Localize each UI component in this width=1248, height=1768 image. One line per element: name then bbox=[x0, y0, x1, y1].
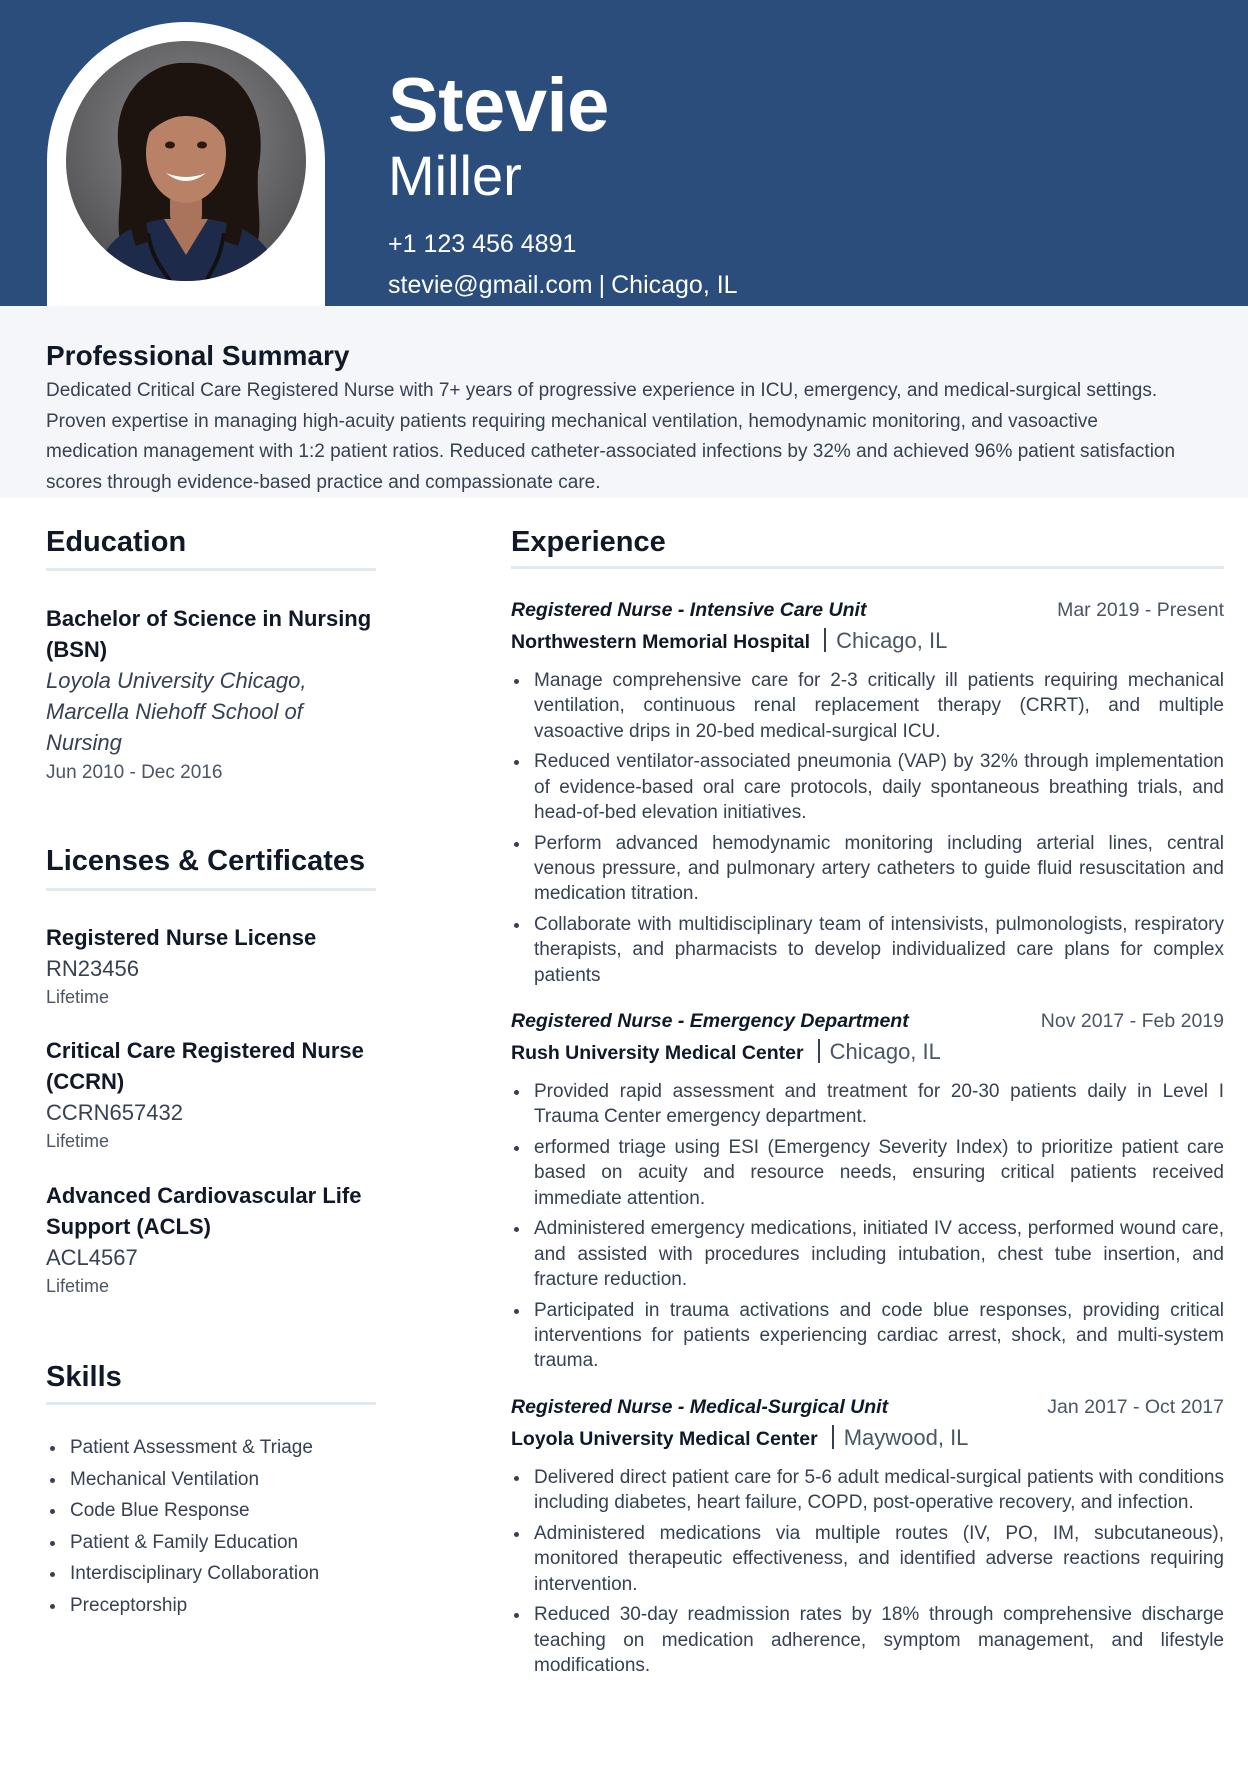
skill-item: Patient & Family Education bbox=[46, 1527, 319, 1559]
job-organization: Loyola University Medical Center bbox=[511, 1428, 818, 1450]
skill-item: Patient Assessment & Triage bbox=[46, 1432, 319, 1464]
job-entry bbox=[511, 599, 1224, 994]
skills-list bbox=[46, 1432, 319, 1622]
org-separator bbox=[818, 1039, 820, 1063]
education-title: Education bbox=[46, 526, 187, 558]
contact-line bbox=[388, 271, 738, 300]
phone-number: +1 123 456 4891 bbox=[388, 230, 577, 258]
job-dates: Jan 2017 - Oct 2017 bbox=[1047, 1396, 1224, 1418]
job-bullet: Administered emergency medications, initiated IV access, performed wound care, and assisted with procedures including intubation, chest tube insertion, and fracture reduction. bbox=[511, 1216, 1224, 1292]
license-name: Advanced Cardiovascular Life Support (ACLS) bbox=[46, 1183, 362, 1239]
portrait-illustration bbox=[66, 41, 306, 281]
job-location: Chicago, IL bbox=[836, 628, 948, 653]
summary-title: Professional Summary bbox=[46, 340, 350, 371]
licenses-rule bbox=[46, 888, 376, 891]
license-term: Lifetime bbox=[46, 987, 110, 1007]
last-name: Miller bbox=[388, 144, 522, 207]
job-entry bbox=[511, 1010, 1224, 1379]
org-separator bbox=[832, 1425, 834, 1449]
licenses-title: Licenses & Certificates bbox=[46, 845, 366, 877]
job-dates: Mar 2019 - Present bbox=[1057, 599, 1224, 621]
job-org-line bbox=[511, 628, 1224, 658]
job-title: Registered Nurse - Emergency Department bbox=[511, 1010, 909, 1032]
license-name: Registered Nurse License bbox=[46, 925, 317, 950]
job-title: Registered Nurse - Medical-Surgical Unit bbox=[511, 1396, 889, 1418]
license-id: RN23456 bbox=[46, 956, 139, 981]
education-entry bbox=[46, 603, 376, 788]
contact-separator: | bbox=[598, 271, 606, 299]
license-item bbox=[46, 1180, 386, 1300]
job-bullet: Provided rapid assessment and treatment for 20-30 patients daily in Level I Trauma Center emergency department. bbox=[511, 1079, 1224, 1130]
skill-item: Interdisciplinary Collaboration bbox=[46, 1558, 319, 1590]
job-bullet: Reduced ventilator-associated pneumonia (VAP) by 32% through implementation of evidence-based oral care protocols, daily spontaneous breathing trials, and head-of-bed elevation initiatives. bbox=[511, 749, 1224, 825]
job-location: Chicago, IL bbox=[829, 1039, 941, 1064]
first-name: Stevie bbox=[388, 63, 609, 148]
education-dates: Jun 2010 - Dec 2016 bbox=[46, 762, 223, 783]
job-bullet: Administered medications via multiple routes (IV, PO, IM, subcutaneous), monitored therapeutic effectiveness, and identified adverse reactions requiring intervention. bbox=[511, 1521, 1224, 1597]
email: stevie@gmail.com bbox=[388, 271, 593, 299]
license-term: Lifetime bbox=[46, 1131, 110, 1151]
job-bullet: erformed triage using ESI (Emergency Severity Index) to prioritize patient care based on acuity and resource needs, ensuring critical patients received immediate attention. bbox=[511, 1135, 1224, 1211]
skill-item: Mechanical Ventilation bbox=[46, 1464, 319, 1496]
education-degree: Bachelor of Science in Nursing (BSN) bbox=[46, 606, 372, 662]
education-school: Loyola University Chicago, Marcella Niehoff School of Nursing bbox=[46, 668, 307, 755]
summary-text: Dedicated Critical Care Registered Nurse with 7+ years of progressive experience in ICU, emergency, and medical-surgical settings. Proven expertise in managing high-acuity patients requiring mechanical ventilation, hemodynamic monitoring, and vasoactive medication management with 1:2 patient ratios. Reduced catheter-associated infections by 32% and achieved 96% patient satisfaction scores through evidence-based practice and compassionate care. bbox=[46, 380, 1176, 493]
job-bullets bbox=[511, 668, 1224, 988]
skills-rule bbox=[46, 1402, 376, 1405]
job-organization: Northwestern Memorial Hospital bbox=[511, 631, 811, 653]
job-bullets bbox=[511, 1079, 1224, 1374]
license-item bbox=[46, 1035, 386, 1155]
license-name: Critical Care Registered Nurse (CCRN) bbox=[46, 1038, 364, 1094]
license-item bbox=[46, 922, 386, 1011]
job-org-line bbox=[511, 1425, 1224, 1455]
job-bullets bbox=[511, 1465, 1224, 1678]
job-title: Registered Nurse - Intensive Care Unit bbox=[511, 599, 867, 621]
job-bullet: Collaborate with multidisciplinary team of intensivists, pulmonologists, respiratory therapists, and pharmacists to develop individualized care plans for complex patients bbox=[511, 912, 1224, 988]
license-id: ACL4567 bbox=[46, 1245, 138, 1270]
skills-title: Skills bbox=[46, 1361, 122, 1393]
job-bullet: Reduced 30-day readmission rates by 18% through comprehensive discharge teaching on medication adherence, symptom management, and lifestyle modifications. bbox=[511, 1602, 1224, 1678]
org-separator bbox=[824, 628, 826, 652]
experience-rule bbox=[511, 566, 1224, 569]
job-dates: Nov 2017 - Feb 2019 bbox=[1040, 1010, 1224, 1032]
job-bullet: Delivered direct patient care for 5-6 adult medical-surgical patients with conditions including diabetes, heart failure, COPD, post-operative recovery, and infection. bbox=[511, 1465, 1224, 1516]
job-entry bbox=[511, 1396, 1224, 1684]
license-term: Lifetime bbox=[46, 1276, 110, 1296]
job-bullet: Manage comprehensive care for 2-3 critically ill patients requiring mechanical ventilation, continuous renal replacement therapy (CRRT), and multiple vasoactive drips in 20-bed medical-surgical ICU. bbox=[511, 668, 1224, 744]
profile-photo bbox=[66, 41, 306, 281]
job-org-line bbox=[511, 1039, 1224, 1069]
skill-item: Code Blue Response bbox=[46, 1495, 319, 1527]
experience-title: Experience bbox=[511, 526, 666, 558]
photo-frame bbox=[47, 22, 325, 306]
education-rule bbox=[46, 568, 376, 571]
job-organization: Rush University Medical Center bbox=[511, 1042, 804, 1064]
job-bullet: Participated in trauma activations and code blue responses, providing critical interventions for patients experiencing cardiac arrest, shock, and multi-system trauma. bbox=[511, 1298, 1224, 1374]
license-id: CCRN657432 bbox=[46, 1100, 183, 1125]
job-location: Maywood, IL bbox=[843, 1425, 969, 1450]
skill-item: Preceptorship bbox=[46, 1590, 319, 1622]
location: Chicago, IL bbox=[611, 271, 738, 299]
job-bullet: Perform advanced hemodynamic monitoring including arterial lines, central venous pressure, and pulmonary artery catheters to guide fluid resuscitation and medication titration. bbox=[511, 831, 1224, 907]
